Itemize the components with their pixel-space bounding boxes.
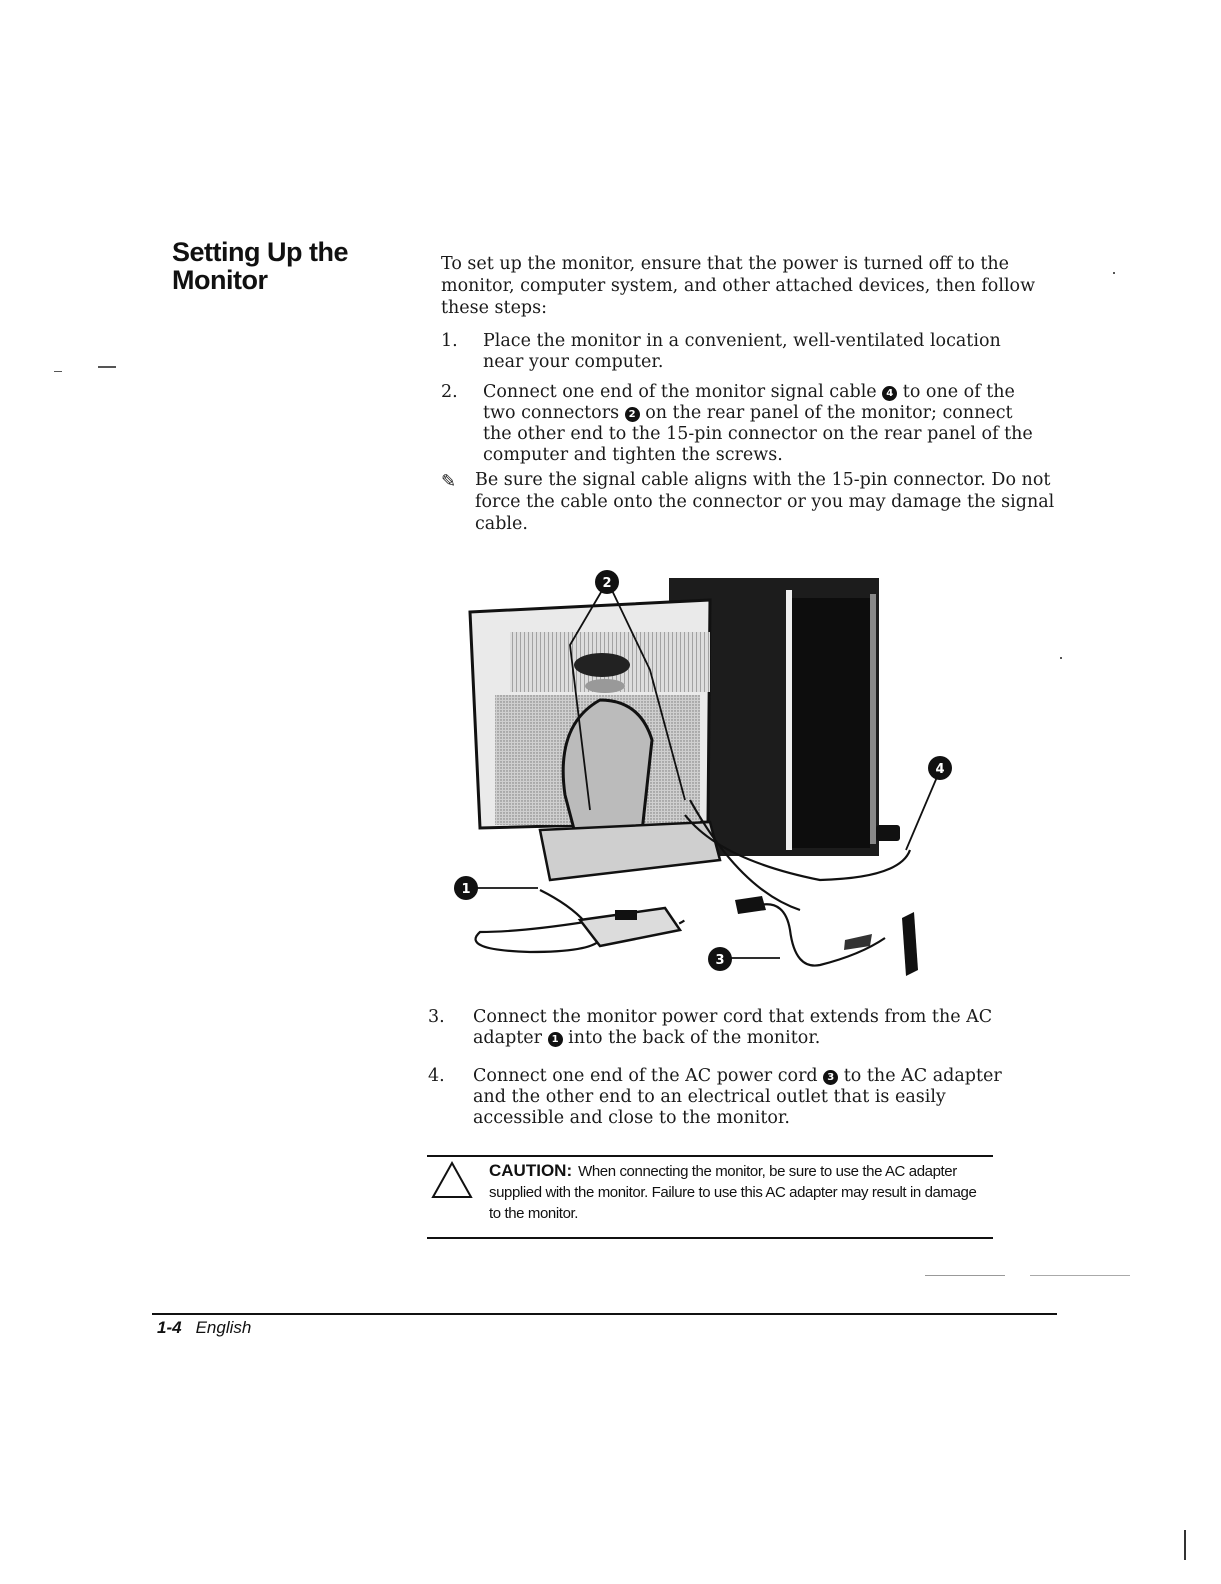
- step-text: Connect one end of the monitor signal cable 4 to one of the two connectors 2 on the rear panel of the monitor; connect the other end to the 15-pin connector on the rear panel of the computer and tighten the screws.: [483, 382, 1033, 465]
- pencil-note-icon: ✎: [441, 471, 457, 492]
- callout-bullet: 2: [625, 407, 640, 422]
- scan-speck: [1113, 272, 1115, 274]
- callout-bullet: 4: [882, 386, 897, 401]
- step-number: 1.: [441, 331, 458, 351]
- caution-bottom-rule: [427, 1237, 993, 1239]
- callout-bullet: 3: [823, 1070, 838, 1085]
- wall-outlet: [902, 912, 918, 976]
- page-footer: [157, 1318, 251, 1338]
- footer-language: English: [195, 1318, 252, 1337]
- footer-rule: [152, 1313, 1057, 1315]
- step-number: 3.: [428, 1007, 445, 1027]
- caution-label: CAUTION:: [489, 1161, 573, 1180]
- svg-text:1: 1: [461, 882, 471, 897]
- caution-text: When connecting the monitor, be sure to use the AC adapter supplied with the monitor. Failure to use this AC adapter may result in damage to the monitor.: [489, 1163, 977, 1222]
- step-number: 2.: [441, 382, 458, 402]
- warning-triangle-icon: [430, 1160, 474, 1200]
- section-heading: [172, 238, 402, 294]
- section-heading-line2: Monitor: [172, 265, 268, 295]
- caution-top-rule: [427, 1155, 993, 1157]
- step-number: 4.: [428, 1066, 445, 1086]
- svg-text:3: 3: [715, 953, 725, 968]
- note-text: Be sure the signal cable aligns with the 15-pin connector. Do not force the cable onto the connector or you may damage the signal cable.: [475, 470, 1055, 534]
- scan-speck: [98, 366, 116, 368]
- intro-paragraph: To set up the monitor, ensure that the power is turned off to the monitor, computer system, and other attached devices, then follow these steps:: [441, 254, 1036, 318]
- step-text: Connect one end of the AC power cord 3 to the AC adapter and the other end to an electrical outlet that is easily accessible and close to the monitor.: [473, 1066, 1002, 1128]
- scan-speck: [54, 371, 62, 372]
- caution-box: [489, 1160, 989, 1224]
- callout-3: [708, 947, 732, 971]
- scan-speck: [1184, 1530, 1186, 1560]
- step-text: Connect the monitor power cord that extends from the AC adapter 1 into the back of the monitor.: [473, 1007, 993, 1048]
- monitor-setup-illustration: [440, 560, 960, 980]
- svg-text:4: 4: [935, 762, 945, 777]
- svg-text:2: 2: [602, 576, 612, 591]
- power-plug: [735, 896, 872, 950]
- scan-speck: [1060, 657, 1062, 659]
- ac-adapter: [580, 908, 680, 946]
- scan-speck: [925, 1275, 1005, 1276]
- callout-bullet: 1: [548, 1032, 563, 1047]
- section-heading-line1: Setting Up the: [172, 237, 348, 267]
- callout-4: [928, 756, 952, 780]
- callout-2: [595, 570, 619, 594]
- page-number: 1-4: [157, 1318, 182, 1337]
- scan-speck: [1030, 1275, 1130, 1276]
- monitor-back: [470, 600, 720, 880]
- callout-1: [454, 876, 478, 900]
- step-text: Place the monitor in a convenient, well-ventilated location near your computer.: [483, 331, 1001, 372]
